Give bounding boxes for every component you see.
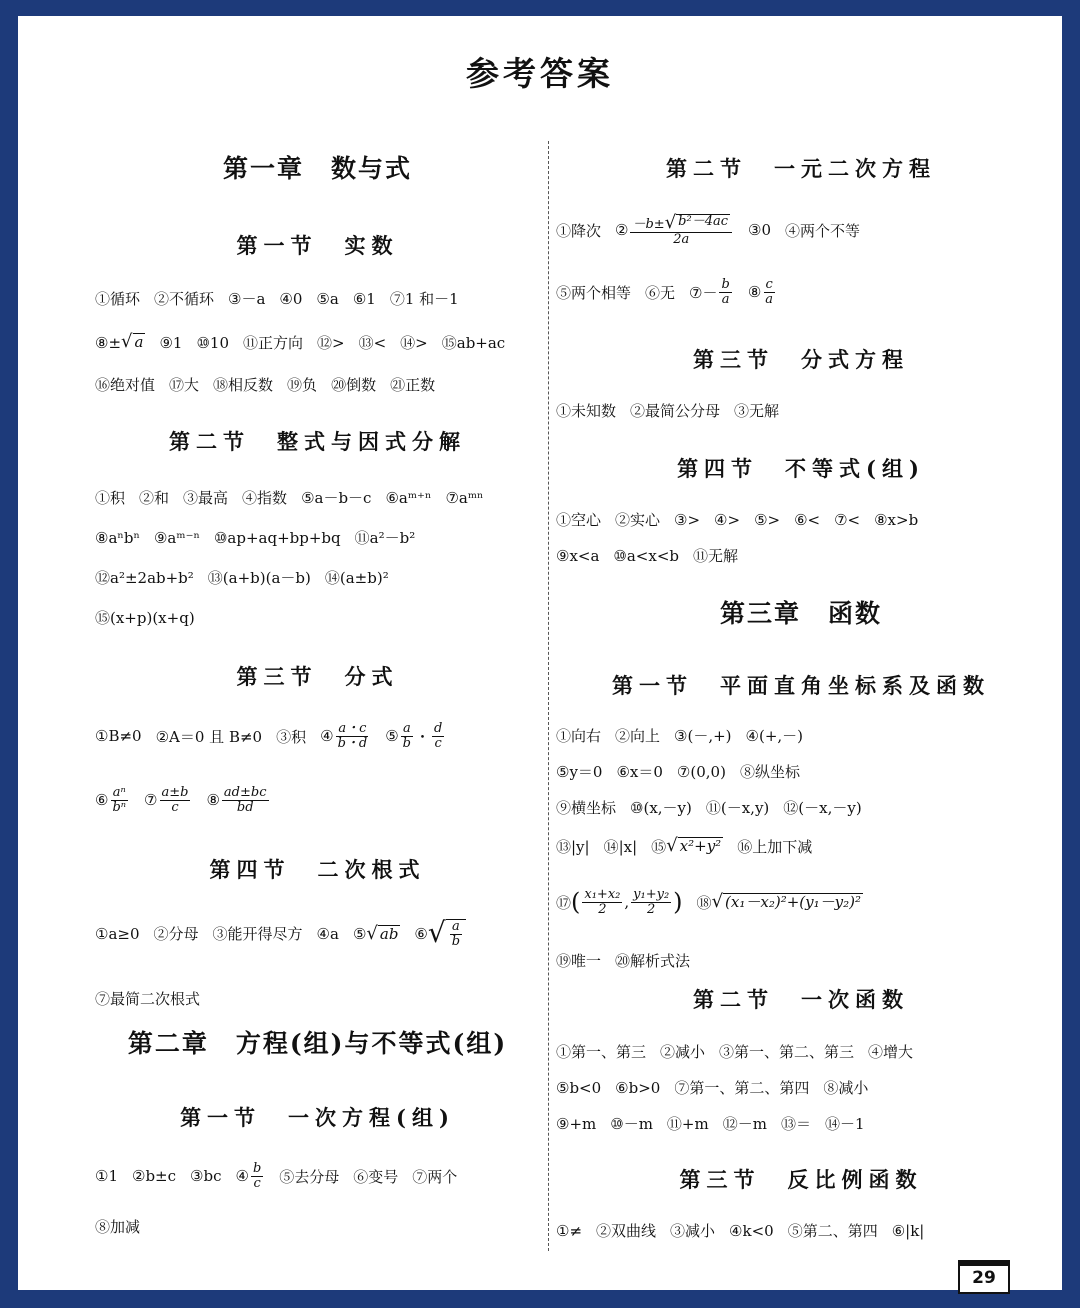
answer-label: ④: [235, 1167, 249, 1186]
answer-row: [95, 722, 460, 750]
answer-item: ①B≠0: [95, 727, 142, 746]
answer-item: ⑤两个相等: [556, 283, 632, 302]
answer-item: [95, 333, 145, 351]
answer-item: ⑤去分母: [279, 1167, 340, 1186]
answer-item: [144, 786, 192, 814]
answer-item: ②双曲线: [596, 1222, 657, 1240]
answer-label: ⑧±: [95, 333, 122, 352]
answer-item: ⑭－1: [824, 1115, 865, 1133]
answer-item: ⑧加减: [95, 1218, 141, 1236]
denominator: 2a: [673, 232, 690, 247]
answer-row: [556, 1077, 882, 1098]
numerator-prefix: －b±: [632, 217, 665, 232]
answer-item: ③积: [276, 727, 307, 746]
answer-item: ⑰大: [169, 376, 200, 394]
answer-item: ①1: [95, 1167, 118, 1186]
denominator: b: [451, 933, 461, 949]
answer-item: ②最简公分母: [630, 402, 721, 420]
denominator: c: [171, 799, 179, 815]
answer-item: ⑩10: [196, 333, 229, 352]
answer-item: ②实心: [615, 511, 661, 529]
answer-item: ②不循环: [154, 290, 215, 308]
section-heading: 第二节 一次函数: [693, 987, 909, 1012]
answer-row: [556, 278, 791, 306]
answer-item: [320, 722, 371, 750]
answer-item: ⑫>: [317, 334, 345, 352]
answer-item: ⑦<: [834, 510, 861, 529]
answer-item: ①循环: [95, 290, 141, 308]
answer-row: [95, 916, 480, 949]
chapter-heading: 第二章 方程(组)与不等式(组): [127, 1029, 508, 1058]
sqrt-expression: √ b²－4ac: [664, 212, 729, 233]
answer-item: ③减小: [670, 1222, 716, 1240]
radicand: a: [134, 333, 144, 352]
answer-row: [556, 1113, 879, 1134]
numerator: d: [434, 721, 443, 736]
numerator: c: [765, 277, 773, 292]
answer-item: [352, 922, 400, 944]
fraction: [110, 786, 128, 814]
denominator: a: [721, 291, 730, 307]
denominator: bⁿ: [112, 799, 127, 815]
answer-item: ⑩(x,－y): [630, 799, 692, 817]
fraction: [160, 786, 191, 814]
radicand: (x₁－x₂)²+(y₁－y₂)²: [725, 893, 861, 912]
answer-item: ③(－,+): [674, 727, 732, 745]
answer-item: ①向右: [556, 727, 602, 745]
answer-item: ⑧纵坐标: [739, 763, 800, 781]
answer-label: ⑰: [556, 893, 572, 912]
fraction: [630, 214, 732, 247]
answer-item: ⑬＝: [780, 1115, 811, 1133]
answer-item: ⑤y＝0: [556, 763, 603, 781]
section-heading: 第一节 实数: [236, 233, 399, 258]
answer-item: [206, 786, 270, 814]
answer-item: ⑬|y|: [556, 838, 590, 856]
answer-row: [95, 786, 285, 814]
section-heading: 第三节 分式: [236, 664, 399, 689]
answer-label: ⑥: [414, 924, 428, 943]
fraction: [631, 888, 671, 916]
answer-item: ②和: [139, 489, 170, 507]
answer-item: ㉑正数: [390, 376, 436, 394]
numerator: ad±bc: [223, 785, 267, 800]
answer-row: [95, 607, 209, 628]
answer-item: ⑲唯一: [556, 952, 602, 970]
answer-item: ④指数: [242, 489, 288, 507]
answer-item: ⑧减小: [823, 1079, 869, 1097]
numerator: a: [402, 721, 411, 736]
fraction: [336, 722, 370, 750]
answer-item: ②分母: [153, 925, 199, 944]
answer-item: ⑮(x+p)(x+q): [95, 609, 195, 627]
answer-item: ①≠: [556, 1221, 583, 1240]
answer-item: ①空心: [556, 511, 602, 529]
fraction: [432, 722, 444, 750]
answer-item: ⑩－m: [610, 1115, 653, 1133]
answer-item: ⑪+m: [666, 1115, 709, 1133]
answer-item: ⑥变号: [353, 1167, 399, 1186]
answer-item: ④(+,－): [745, 727, 804, 745]
answer-item: ⑭|x|: [603, 838, 638, 856]
answer-item: [651, 836, 723, 857]
answer-item: ⑪a²－b²: [354, 529, 416, 547]
answer-item: ⑦第一、第二、第四: [674, 1079, 810, 1097]
answer-item: ⑨1: [159, 333, 183, 352]
answer-item: ⑭>: [400, 334, 428, 352]
answer-item: ⑨横坐标: [556, 799, 617, 817]
answer-item: ⑩ap+aq+bp+bq: [213, 528, 341, 547]
answer-item: [414, 916, 466, 949]
answer-item: ⑤a: [316, 289, 339, 308]
answer-item: ⑦两个: [412, 1167, 458, 1186]
answer-row: [95, 567, 403, 588]
denominator: c: [434, 735, 442, 751]
answer-item: ②减小: [660, 1043, 706, 1061]
page-title: 参考答案: [466, 54, 614, 93]
section-heading: 第三节 分式方程: [693, 347, 909, 372]
fraction: [401, 722, 413, 750]
fraction: [719, 278, 731, 306]
answer-item: ⑫(－x,－y): [783, 799, 862, 817]
answer-item: ⑬(a+b)(a－b): [207, 569, 311, 587]
answer-item: ⑦aᵐⁿ: [445, 488, 484, 507]
answer-item: ⑭(a±b)²: [324, 569, 389, 587]
answer-item: ②b±c: [132, 1167, 177, 1186]
answer-label: ⑧: [747, 283, 762, 302]
column-divider: [548, 141, 549, 1251]
answer-row: [556, 214, 874, 247]
answer-row: [556, 400, 793, 421]
answer-item: ④0: [279, 289, 303, 308]
answer-item: ⑦1 和－1: [389, 290, 459, 308]
answer-item: ⑪(－x,y): [705, 799, 770, 817]
answer-item: ④a: [316, 924, 339, 943]
radicand: b²－4ac: [678, 214, 729, 229]
answer-item: ⑥<: [794, 510, 821, 529]
answer-row: [556, 545, 752, 566]
fraction: [222, 786, 269, 814]
answer-item: ⑱相反数: [213, 376, 274, 394]
answer-row: [95, 487, 498, 508]
answer-item: ⑨aᵐ⁻ⁿ: [153, 528, 200, 547]
numerator: aⁿ: [112, 785, 126, 800]
fraction: [450, 920, 462, 948]
denominator: 2: [598, 901, 607, 917]
answer-item: ⑳解析式法: [615, 952, 691, 970]
answer-row: [556, 950, 704, 971]
answer-item: [235, 1162, 265, 1190]
answer-item: ⑬<: [358, 334, 387, 352]
answer-row: [556, 1041, 927, 1062]
answer-item: [615, 214, 734, 247]
answer-item: ④k<0: [729, 1221, 774, 1240]
answer-item: ③无解: [734, 402, 780, 420]
answer-item: ⑥aᵐ⁺ⁿ: [385, 488, 432, 507]
numerator: a・c: [338, 721, 367, 736]
answer-label: ⑮: [651, 838, 667, 856]
answer-label: ⑦－: [689, 283, 718, 302]
numerator: b: [252, 1161, 262, 1176]
answer-label: ⑧: [206, 791, 220, 810]
answer-item: [689, 278, 734, 306]
page-number: 29: [958, 1260, 1010, 1294]
answer-item: ⑥|k|: [891, 1221, 925, 1240]
answer-item: ④>: [714, 510, 741, 529]
numerator: x₁+x₂: [584, 887, 621, 902]
answer-item: ④增大: [868, 1043, 914, 1061]
radicand: ab: [379, 924, 399, 943]
answer-item: ⑤a－b－c: [301, 489, 372, 507]
answer-item: ⑪无解: [693, 547, 739, 565]
numerator: y₁+y₂: [633, 887, 670, 902]
answer-item: ⑨+m: [556, 1114, 597, 1133]
chapter-heading: 第一章 数与式: [222, 154, 412, 183]
answer-item: ⑤b<0: [556, 1078, 602, 1097]
answer-row: [95, 527, 429, 548]
answer-item: ⑯上加下减: [737, 838, 813, 856]
answer-item: ③>: [674, 510, 701, 529]
section-heading: 第三节 反比例函数: [679, 1167, 923, 1192]
radicand: x²+y²: [679, 837, 722, 856]
denominator: a: [765, 291, 774, 307]
sqrt-expression: √ ab: [366, 922, 399, 944]
denominator: bd: [236, 799, 254, 815]
answer-row: [95, 1162, 471, 1190]
answer-item: ⑧aⁿbⁿ: [95, 528, 140, 547]
answer-item: ⑥无: [645, 283, 676, 302]
section-heading: 第四节 二次根式: [209, 857, 426, 882]
answer-row: [556, 509, 932, 530]
answer-item: ①未知数: [556, 402, 617, 420]
numerator: b: [721, 277, 730, 292]
section-heading: 第一节 一次方程(组): [180, 1105, 455, 1130]
answer-row: [556, 888, 877, 916]
answer-item: ⑥x＝0: [616, 763, 663, 781]
answer-item: ⑮ab+ac: [441, 334, 506, 352]
answer-item: ③bc: [190, 1167, 222, 1186]
answer-row: [556, 1220, 938, 1241]
sqrt-expression: √ (x₁－x₂)²+(y₁－y₂)²: [711, 891, 861, 913]
answer-row: [95, 1216, 154, 1237]
answer-item: ⑦(0,0): [676, 762, 726, 781]
numerator: a±b: [161, 785, 189, 800]
answer-item: ②A＝0 且 B≠0: [155, 727, 263, 746]
chapter-heading: 第三章 函数: [719, 599, 882, 628]
answer-row: [556, 725, 817, 746]
answer-item: ⑧x>b: [874, 510, 919, 529]
answer-item: ④两个不等: [785, 221, 861, 240]
answer-item: ⑥b>0: [615, 1078, 661, 1097]
answer-label: ⑤: [352, 924, 367, 943]
fraction: [763, 278, 775, 306]
section-heading: 第一节 平面直角坐标系及函数: [612, 673, 990, 698]
answer-item: ⑤>: [754, 510, 781, 529]
answer-row: [556, 761, 814, 782]
answer-label: ⑱: [696, 893, 712, 912]
answer-item: ⑥1: [352, 289, 376, 308]
answer-row: [95, 988, 214, 1009]
denominator: c: [253, 1175, 261, 1191]
answer-row: [95, 374, 449, 395]
sqrt-expression: √ x²+y²: [666, 835, 722, 857]
answer-item: ⑪正方向: [243, 334, 304, 352]
answer-label: ④: [320, 727, 334, 746]
answer-item: ⑳倒数: [331, 376, 377, 394]
answer-label: ②: [615, 221, 629, 240]
answer-item: ①第一、第三: [556, 1043, 647, 1061]
operator: ・: [415, 727, 431, 746]
answer-row: [556, 797, 876, 818]
section-heading: 第四节 不等式(组): [677, 456, 925, 481]
denominator: b: [402, 735, 411, 751]
answer-item: [697, 892, 863, 913]
answer-item: ⑦最简二次根式: [95, 990, 201, 1008]
section-heading: 第二节 整式与因式分解: [169, 429, 466, 454]
sqrt-expression: √ a: [121, 331, 144, 353]
answer-row: [95, 288, 473, 309]
answer-item: ③最高: [183, 489, 229, 507]
answer-label: ⑥: [95, 791, 109, 810]
denominator: b・d: [337, 735, 368, 751]
answer-item: ③能开得尽方: [212, 925, 303, 944]
fraction: [582, 888, 622, 916]
answer-item: ⑲负: [287, 376, 318, 394]
answer-item: [385, 722, 446, 750]
answer-item: ⑤第二、第四: [787, 1222, 878, 1240]
sqrt-expression: √ $\frac{a}{b}$: [428, 919, 466, 948]
answer-page: [18, 16, 1062, 1290]
numerator: [630, 214, 732, 233]
answer-item: ⑰ ( $\frac{\text{x₁+x₂}}{2}$ , $\frac{\text{y₁+y₂}}{2}$ ): [556, 887, 683, 917]
answer-item: [95, 786, 130, 814]
answer-row: [95, 332, 519, 353]
answer-label: ⑦: [144, 791, 158, 810]
numerator: a: [452, 919, 460, 934]
denominator: 2: [647, 901, 656, 917]
answer-item: ⑩a<x<b: [613, 546, 680, 565]
answer-item: ①降次: [556, 221, 602, 240]
answer-item: ⑫－m: [722, 1115, 767, 1133]
answer-item: ⑨x<a: [556, 546, 600, 565]
answer-item: ③第一、第二、第三: [719, 1043, 855, 1061]
answer-item: [748, 278, 777, 306]
answer-row: [556, 836, 826, 857]
answer-label: ⑤: [385, 727, 399, 746]
answer-item: ③0: [748, 221, 772, 240]
answer-item: ②向上: [615, 727, 661, 745]
answer-item: ①积: [95, 489, 126, 507]
fraction: [251, 1162, 263, 1190]
section-heading: 第二节 一元二次方程: [666, 156, 936, 181]
answer-item: ③－a: [228, 290, 266, 308]
answer-item: ⑯绝对值: [95, 376, 156, 394]
answer-item: ①a≥0: [95, 924, 140, 943]
answer-item: ⑫a²±2ab+b²: [95, 569, 194, 587]
